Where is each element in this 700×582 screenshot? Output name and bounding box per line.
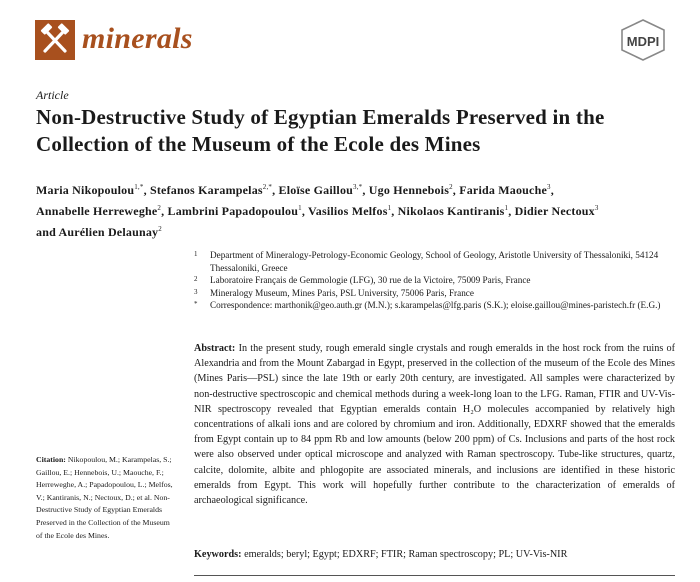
author-list	[36, 178, 676, 241]
author: Vasilios Melfos$^1$,	[308, 204, 398, 218]
correspondence: * Correspondence: marthonik@geo.auth.gr (M.N.); s.karampelas@lfg.paris (S.K.); eloise.gaillou@mines-paristech.fr (E.G.)	[194, 300, 661, 310]
journal-logo	[35, 20, 75, 60]
citation-text: Nikopoulou, M.; Karampelas, S.; Gaillou, E.; Hennebois, U.; Maouche, F.; Herreweghe, A.; Papadopoulou, L.; Melfos, V.; Kantiranis, N.; Nectoux, D.; et al. Non-Destructive Study of Egyptian Emeralds Preserved in the Collection of the Museum of the Ecole des Mines.	[36, 455, 173, 540]
author: and Aurélien Delaunay$^2$	[36, 225, 162, 239]
abstract-text: In the present study, rough emerald single crystals and rough emeralds in the host rock from the ruins of Alexandria and from the Mount Zabargad in Egypt, preserved in the collection of the museum of the Ecole des Mines (Mines Paris—PSL) since the late 19th or early 20th century, are investigated. All samples were characterized by non-destructive spectroscopic and chemical methods during a week-long loan to the LFG. Raman, FTIR and UV-Vis-NIR spectroscopy revealed that Egyptian emeralds contain H₂O molecules accompanied by relatively high concentrations of alkali ions and are colored by chromium and iron. Additionally, EDXRF showed that the emeralds from Egypt contain up to 84 ppm Rb and low amounts (below 200 ppm) of Cs. Inclusions and parts of the host rock were also observed under optical microscope and analyzed with Raman spectroscopy. Tube-like structures, quartz, calcite, dolomite, albite and phlogopite are associated minerals, and inclusions are identified in these historic emeralds from Egypt. This work will hopefully further contribute to the characterization of emeralds of archaeological significance.	[194, 343, 676, 507]
title-line-1: Non-Destructive Study of Egyptian Emeralds Preserved in the	[36, 105, 605, 129]
article-type: Article	[36, 88, 69, 102]
article-title	[36, 104, 676, 158]
author: Eloïse Gaillou$^{3,*}$,	[278, 183, 369, 197]
publisher-name: MDPI	[626, 34, 660, 49]
author: Ugo Hennebois$^2$,	[368, 183, 460, 197]
author: Didier Nectoux$^3$	[514, 204, 599, 218]
publisher-logo	[618, 18, 668, 62]
author: Lambrini Papadopoulou$^1$,	[167, 204, 308, 218]
affiliations	[194, 249, 674, 312]
affiliation: 1 Department of Mineralogy-Petrology-Economic Geology, School of Geology, Aristotle University of Thessaloniki, 54124 Thessaloniki, Greece	[194, 250, 659, 273]
keywords-text: emeralds; beryl; Egypt; EDXRF; FTIR; Raman spectroscopy; PL; UV-Vis-NIR	[244, 549, 568, 560]
author: Stefanos Karampelas$^{2,*}$,	[149, 183, 279, 197]
keywords-label: Keywords:	[194, 549, 242, 560]
abstract	[194, 341, 675, 508]
citation-label: Citation:	[36, 455, 66, 464]
abstract-label: Abstract:	[194, 343, 236, 354]
author: Maria Nikopoulou$^{1,*}$,	[36, 183, 150, 197]
affiliation: 2 Laboratoire Français de Gemmologie (LFG), 30 rue de la Victoire, 75009 Paris, France	[194, 275, 531, 285]
keywords	[194, 547, 675, 562]
author: Farida Maouche$^3$,	[459, 183, 554, 197]
title-line-2: Collection of the Museum of the Ecole des Mines	[36, 132, 481, 156]
author: Annabelle Herreweghe$^2$,	[36, 204, 168, 218]
author: Nikolaos Kantiranis$^1$,	[397, 204, 515, 218]
crossed-hammers-icon	[35, 20, 75, 60]
divider	[194, 575, 675, 576]
journal-name: minerals	[82, 22, 193, 55]
citation	[36, 454, 174, 542]
affiliation: 3 Mineralogy Museum, Mines Paris, PSL University, 75006 Paris, France	[194, 287, 474, 298]
